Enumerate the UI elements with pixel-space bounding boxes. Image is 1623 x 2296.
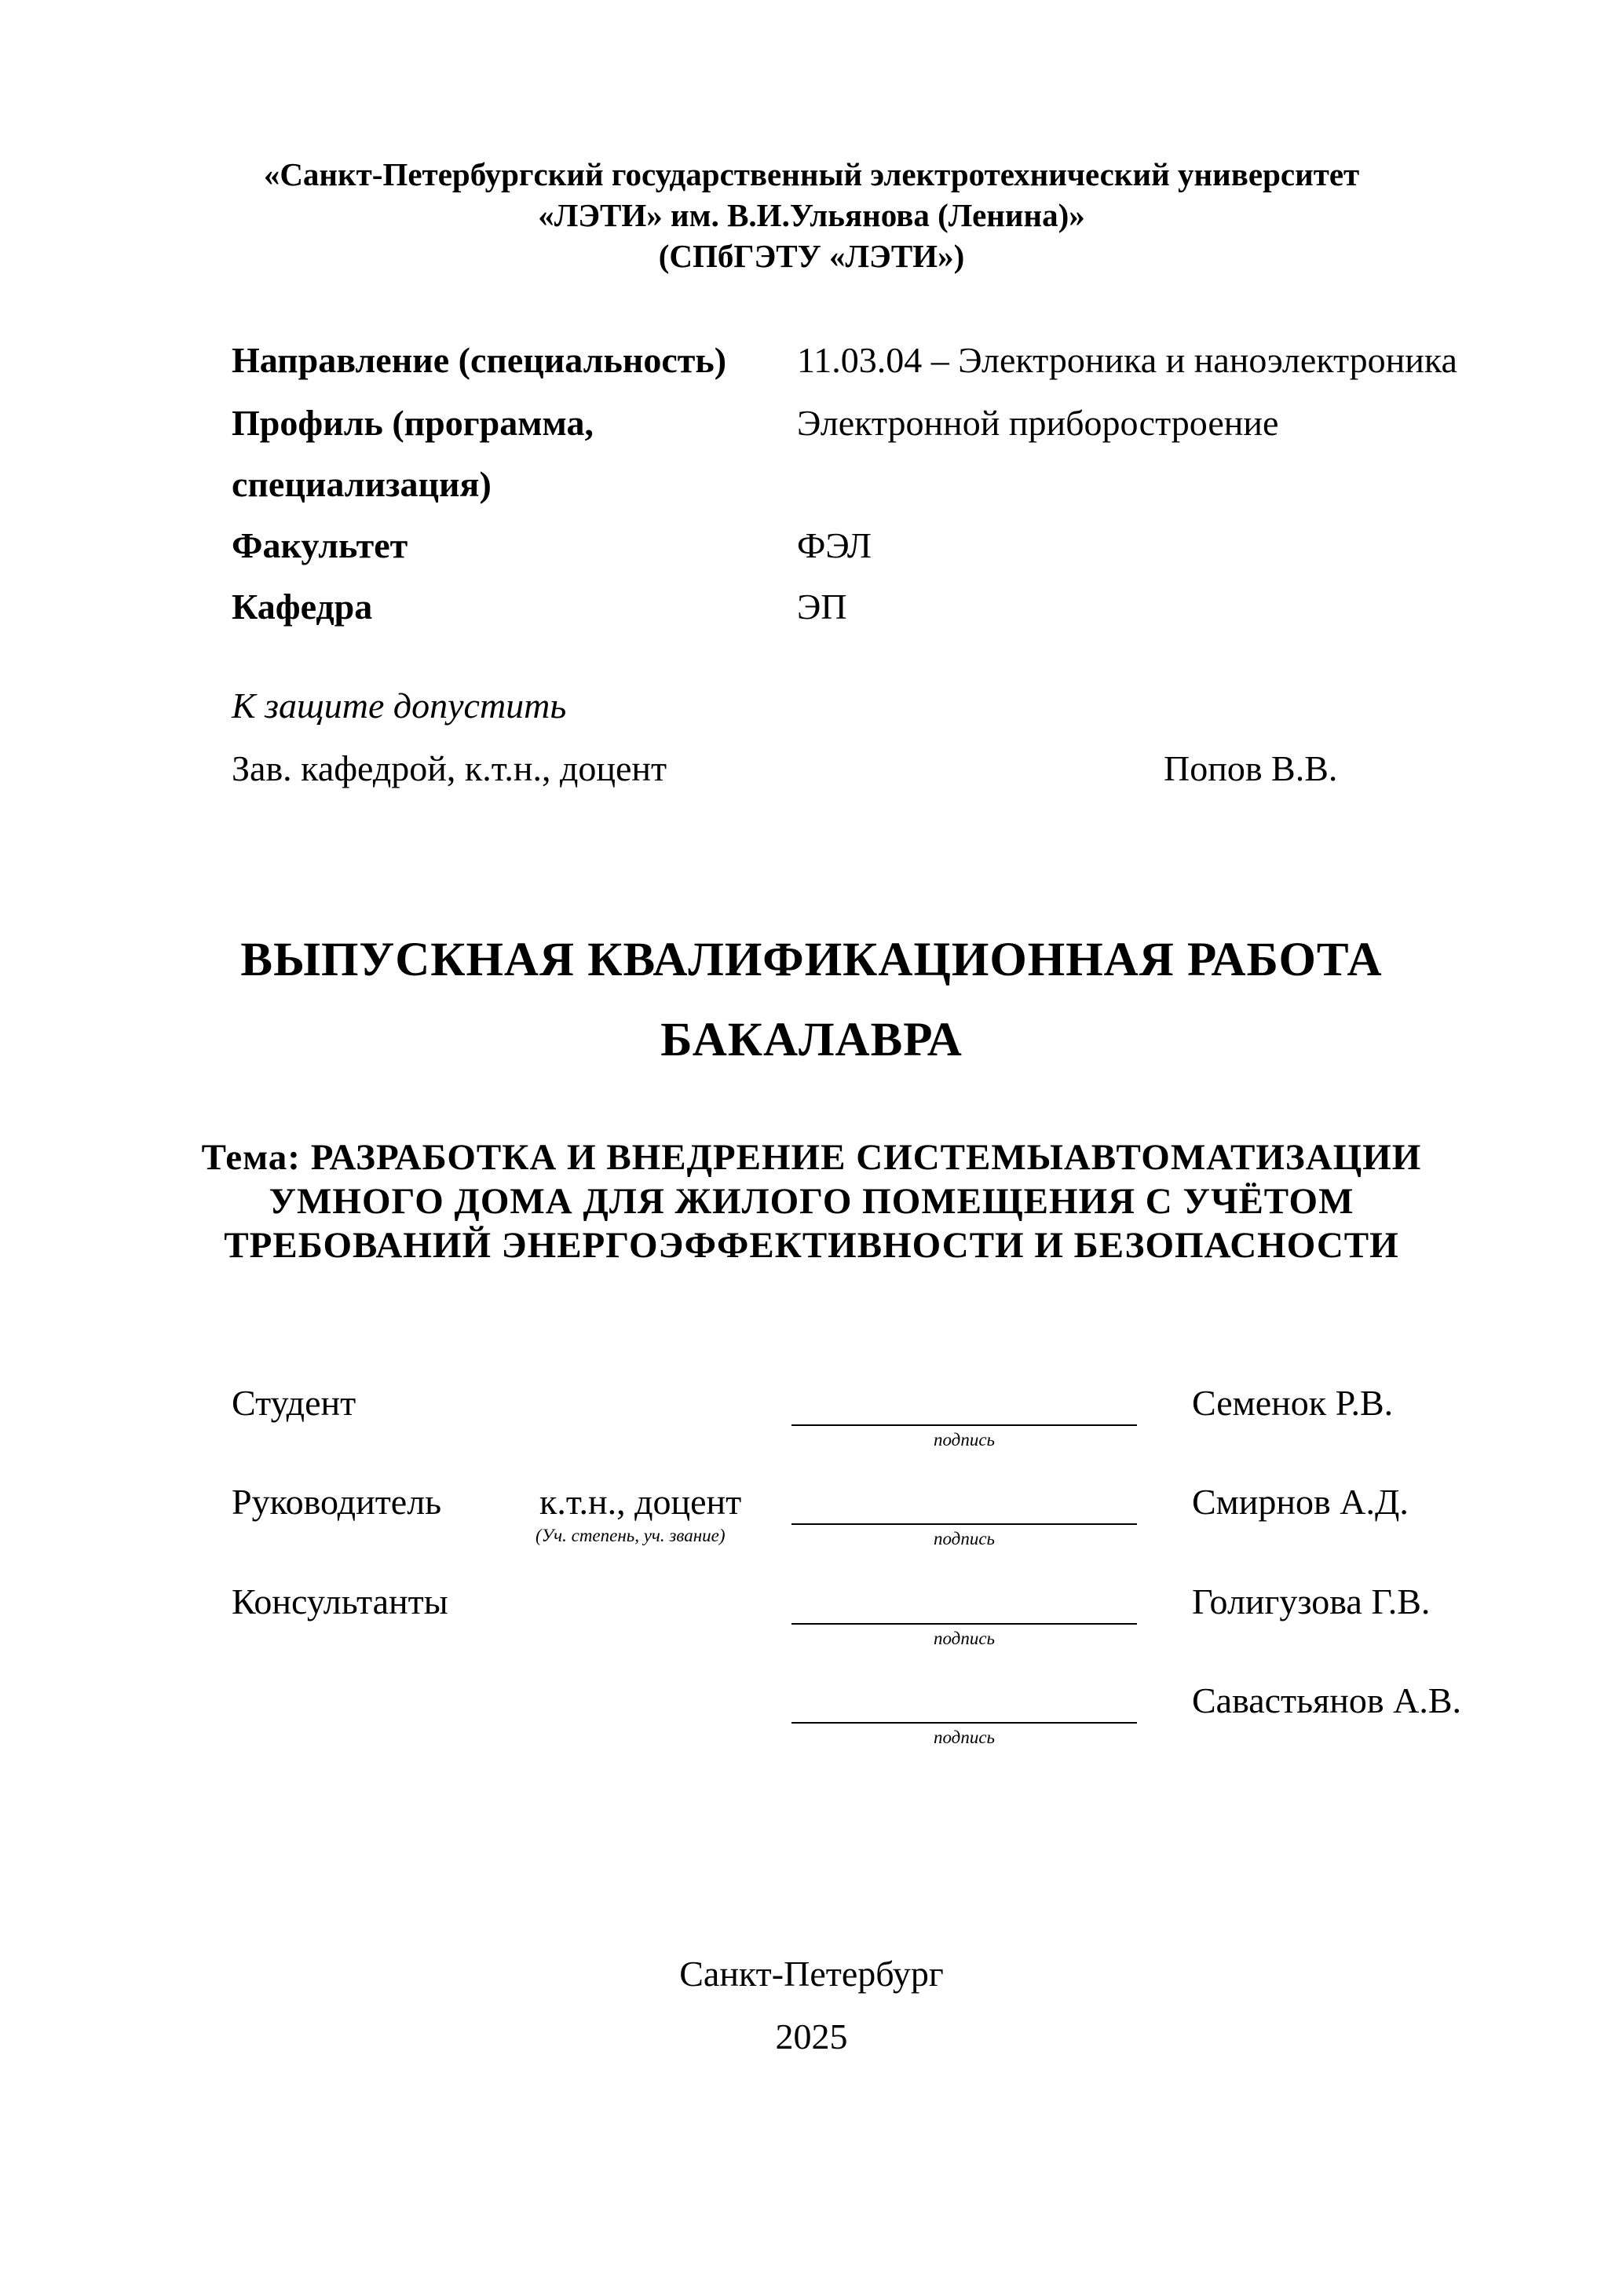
consultant1-name: Голигузова Г.В. (1192, 1581, 1431, 1621)
supervisor-label: Руководитель (232, 1482, 442, 1522)
consultant2-name: Савастьянов А.В. (1192, 1680, 1462, 1720)
head-of-department-name: Попов В.В. (1164, 748, 1338, 788)
admission-heading: К защите допустить (232, 686, 567, 726)
consultant1-signature-caption: подпись (933, 1629, 995, 1648)
consultant2-signature-line (791, 1722, 1137, 1724)
profile-value: Электронной приборостроение (797, 403, 1279, 443)
topic-text-line1: РАЗРАБОТКА И ВНЕДРЕНИЕ СИСТЕМЫАВТОМАТИЗАЦИИ (310, 1137, 1422, 1178)
direction-value: 11.03.04 – Электроника и наноэлектроника (797, 340, 1457, 380)
consultant2-signature-caption: подпись (933, 1727, 995, 1747)
topic-line3: ТРЕБОВАНИЙ ЭНЕРГОЭФФЕКТИВНОСТИ И БЕЗОПАСНОСТИ (224, 1225, 1399, 1266)
faculty-value: ФЭЛ (797, 525, 872, 565)
supervisor-rank-caption: (Уч. степень, уч. звание) (536, 1526, 726, 1545)
faculty-label: Факультет (232, 525, 408, 565)
topic-prefix: Тема: (201, 1137, 301, 1178)
topic-line1 (0, 1135, 1623, 1179)
topic-line2: УМНОГО ДОМА ДЛЯ ЖИЛОГО ПОМЕЩЕНИЯ С УЧЁТОМ (269, 1181, 1354, 1222)
student-name: Семенок Р.В. (1192, 1383, 1394, 1423)
university-name-line2: «ЛЭТИ» им. В.И.Ульянова (Ленина)» (538, 197, 1085, 233)
department-label: Кафедра (232, 587, 373, 627)
footer-year: 2025 (775, 2016, 848, 2057)
student-label: Студент (232, 1383, 356, 1423)
profile-label-line2: специализация) (232, 464, 492, 504)
profile-label-line1: Профиль (программа, (232, 403, 594, 443)
document-title-line1: ВЫПУСКНАЯ КВАЛИФИКАЦИОННАЯ РАБОТА (240, 934, 1383, 986)
consultants-label: Консультанты (232, 1581, 448, 1621)
head-of-department-title: Зав. кафедрой, к.т.н., доцент (232, 748, 667, 788)
student-signature-caption: подпись (933, 1430, 995, 1450)
university-abbreviation: (СПбГЭТУ «ЛЭТИ») (658, 238, 965, 274)
student-signature-line (791, 1424, 1137, 1426)
footer-city: Санкт-Петербург (679, 1954, 944, 1994)
supervisor-signature-caption: подпись (933, 1529, 995, 1548)
department-value: ЭП (797, 587, 847, 627)
supervisor-name: Смирнов А.Д. (1192, 1482, 1409, 1522)
document-title-line2: БАКАЛАВРА (660, 1014, 963, 1066)
supervisor-signature-line (791, 1523, 1137, 1525)
consultant1-signature-line (791, 1623, 1137, 1625)
supervisor-rank: к.т.н., доцент (539, 1482, 742, 1522)
university-name-line1: «Санкт-Петербургский государственный электротехнический университет (263, 156, 1360, 192)
direction-label: Направление (специальность) (232, 340, 727, 380)
